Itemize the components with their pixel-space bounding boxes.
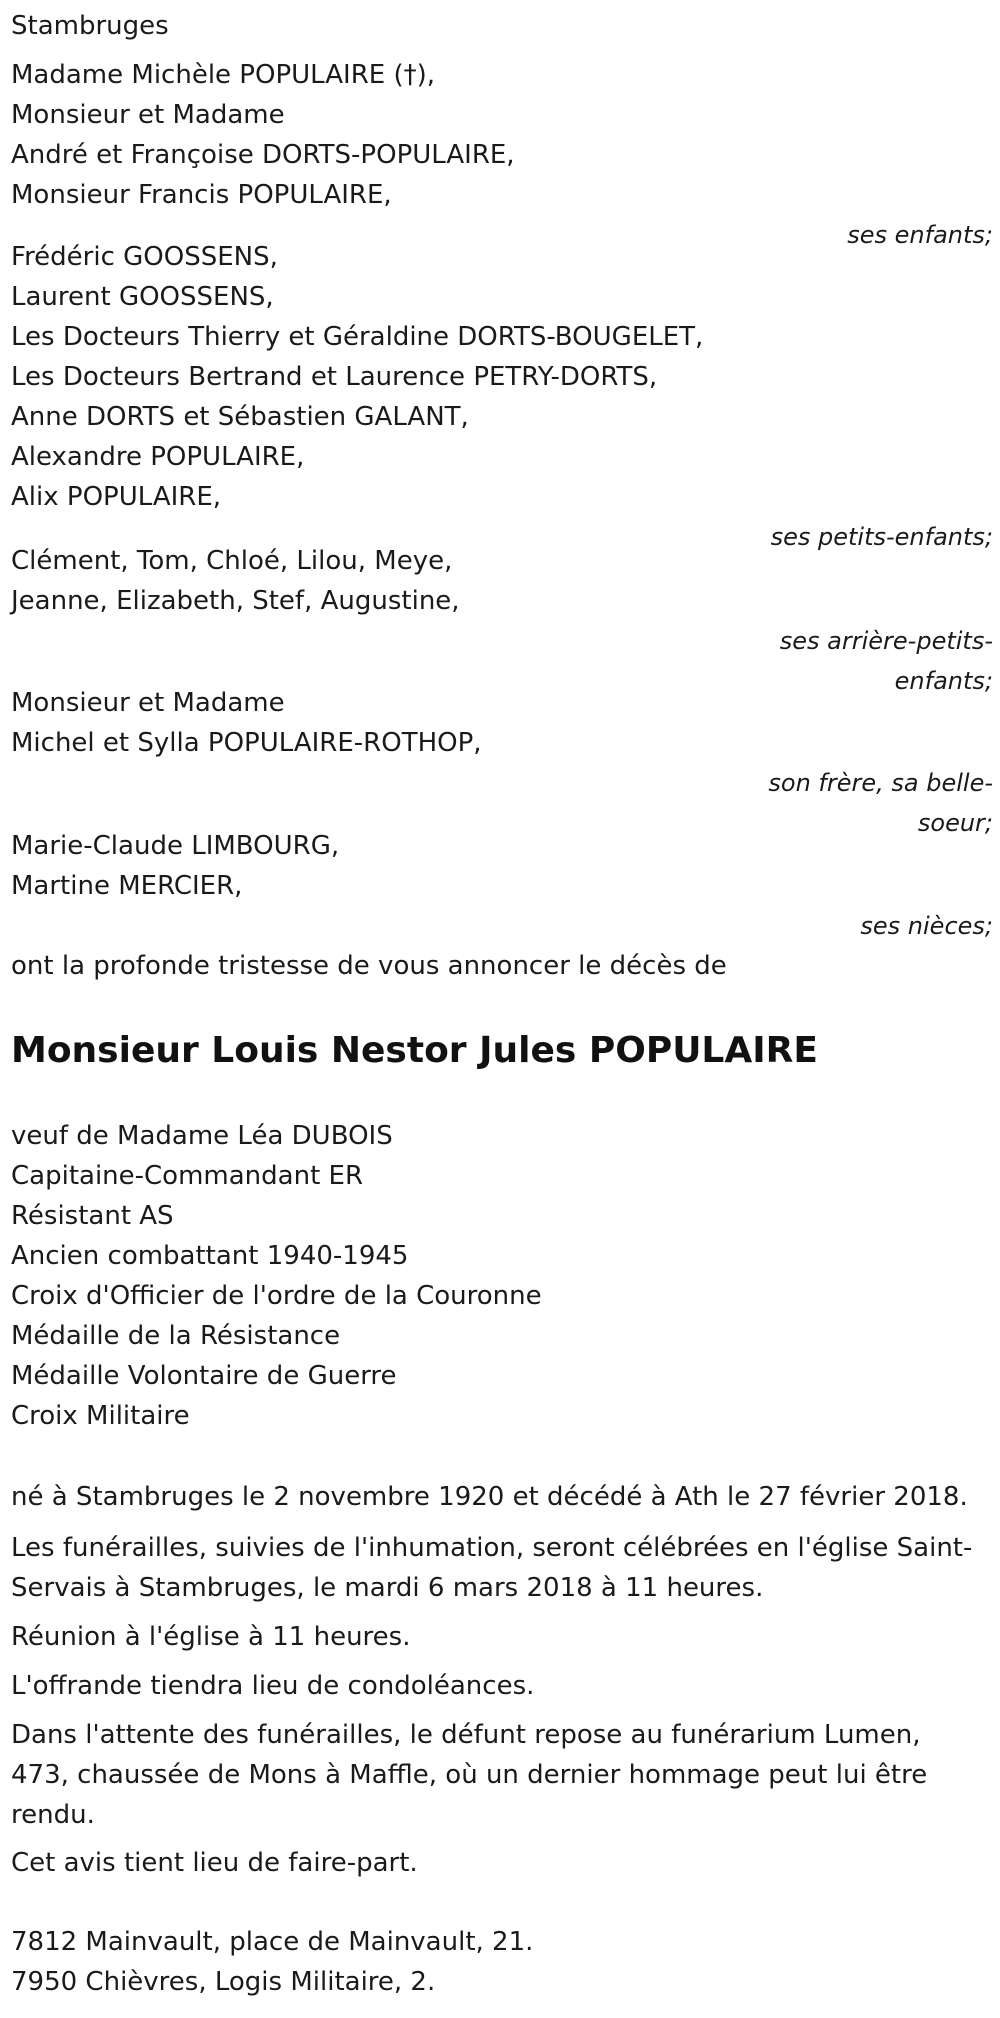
relation-label: soeur;: [917, 809, 993, 837]
family-name-line: Laurent GOOSSENS,: [11, 282, 274, 312]
funeral-text: Les funérailles, suivies de l'inhumation, seront célébrées en l'église Saint-: [11, 1533, 973, 1563]
place-header: [11, 6, 995, 46]
notice-block: [11, 1843, 995, 1883]
relation-label: enfants;: [894, 667, 993, 695]
family-name-line: Alix POPULAIRE,: [11, 482, 222, 512]
title-line: Résistant AS: [11, 1201, 174, 1231]
family-name-line: Monsieur et Madame: [11, 688, 285, 718]
family-name-line: Jeanne, Elizabeth, Stef, Augustine,: [11, 586, 460, 616]
offering-text: L'offrande tiendra lieu de condoléances.: [11, 1671, 535, 1701]
announcement-text: ont la profonde tristesse de vous annoncer le décès de: [11, 951, 727, 981]
family-name-line: Martine MERCIER,: [11, 871, 243, 901]
addresses-block: [11, 1922, 995, 2002]
relation-label: son frère, sa belle-: [768, 769, 993, 797]
relation-label: ses enfants;: [847, 221, 993, 249]
meeting-text: Réunion à l'église à 11 heures.: [11, 1622, 411, 1652]
relation-label: ses nièces;: [860, 912, 993, 940]
birth-death-text: né à Stambruges le 2 novembre 1920 et décédé à Ath le 27 février 2018.: [11, 1482, 968, 1512]
deceased-name: Monsieur Louis Nestor Jules POPULAIRE: [11, 1030, 818, 1071]
family-name-line: Alexandre POPULAIRE,: [11, 442, 305, 472]
title-line: Ancien combattant 1940-1945: [11, 1241, 409, 1271]
relation-label: ses petits-enfants;: [770, 523, 993, 551]
family-name-line: Frédéric GOOSSENS,: [11, 242, 278, 272]
family-name-line: André et Françoise DORTS-POPULAIRE,: [11, 140, 515, 170]
family-group-children: [11, 55, 995, 255]
offering-block: [11, 1666, 995, 1706]
details-block: [11, 1477, 995, 1517]
family-group-sibling: [11, 683, 995, 843]
title-line: Croix Militaire: [11, 1401, 190, 1431]
relation-label: ses arrière-petits-: [779, 627, 993, 655]
family-name-line: Clément, Tom, Chloé, Lilou, Meye,: [11, 546, 453, 576]
title-line: veuf de Madame Léa DUBOIS: [11, 1121, 393, 1151]
funeral-text: Servais à Stambruges, le mardi 6 mars 2018 à 11 heures.: [11, 1573, 764, 1603]
funeral-block: [11, 1528, 995, 1608]
repose-text: rendu.: [11, 1800, 95, 1830]
announcement-block: [11, 946, 995, 986]
address-line: 7812 Mainvault, place de Mainvault, 21.: [11, 1927, 534, 1957]
repose-block: [11, 1715, 995, 1835]
family-name-line: Anne DORTS et Sébastien GALANT,: [11, 402, 469, 432]
family-group-nieces: [11, 826, 995, 946]
family-name-line: Marie-Claude LIMBOURG,: [11, 831, 340, 861]
repose-text: Dans l'attente des funérailles, le défunt repose au funérarium Lumen,: [11, 1720, 921, 1750]
family-name-line: Les Docteurs Bertrand et Laurence PETRY-DORTS,: [11, 362, 658, 392]
title-line: Capitaine-Commandant ER: [11, 1161, 364, 1191]
titles-block: [11, 1116, 995, 1436]
family-name-line: Les Docteurs Thierry et Géraldine DORTS-BOUGELET,: [11, 322, 704, 352]
family-name-line: Monsieur et Madame: [11, 100, 285, 130]
family-name-line: Michel et Sylla POPULAIRE-ROTHOP,: [11, 728, 482, 758]
notice-text: Cet avis tient lieu de faire-part.: [11, 1848, 418, 1878]
family-name-line: Madame Michèle POPULAIRE (†),: [11, 60, 435, 90]
deceased-block: [11, 1027, 995, 1075]
family-group-great-grandchildren: [11, 541, 995, 701]
place-name: Stambruges: [11, 11, 169, 41]
meeting-block: [11, 1617, 995, 1657]
family-name-line: Monsieur Francis POPULAIRE,: [11, 180, 392, 210]
address-line: 7950 Chièvres, Logis Militaire, 2.: [11, 1967, 436, 1997]
family-group-grandchildren: [11, 237, 995, 557]
title-line: Médaille Volontaire de Guerre: [11, 1361, 397, 1391]
title-line: Croix d'Officier de l'ordre de la Couronne: [11, 1281, 542, 1311]
repose-text: 473, chaussée de Mons à Maffle, où un dernier hommage peut lui être: [11, 1760, 928, 1790]
title-line: Médaille de la Résistance: [11, 1321, 341, 1351]
